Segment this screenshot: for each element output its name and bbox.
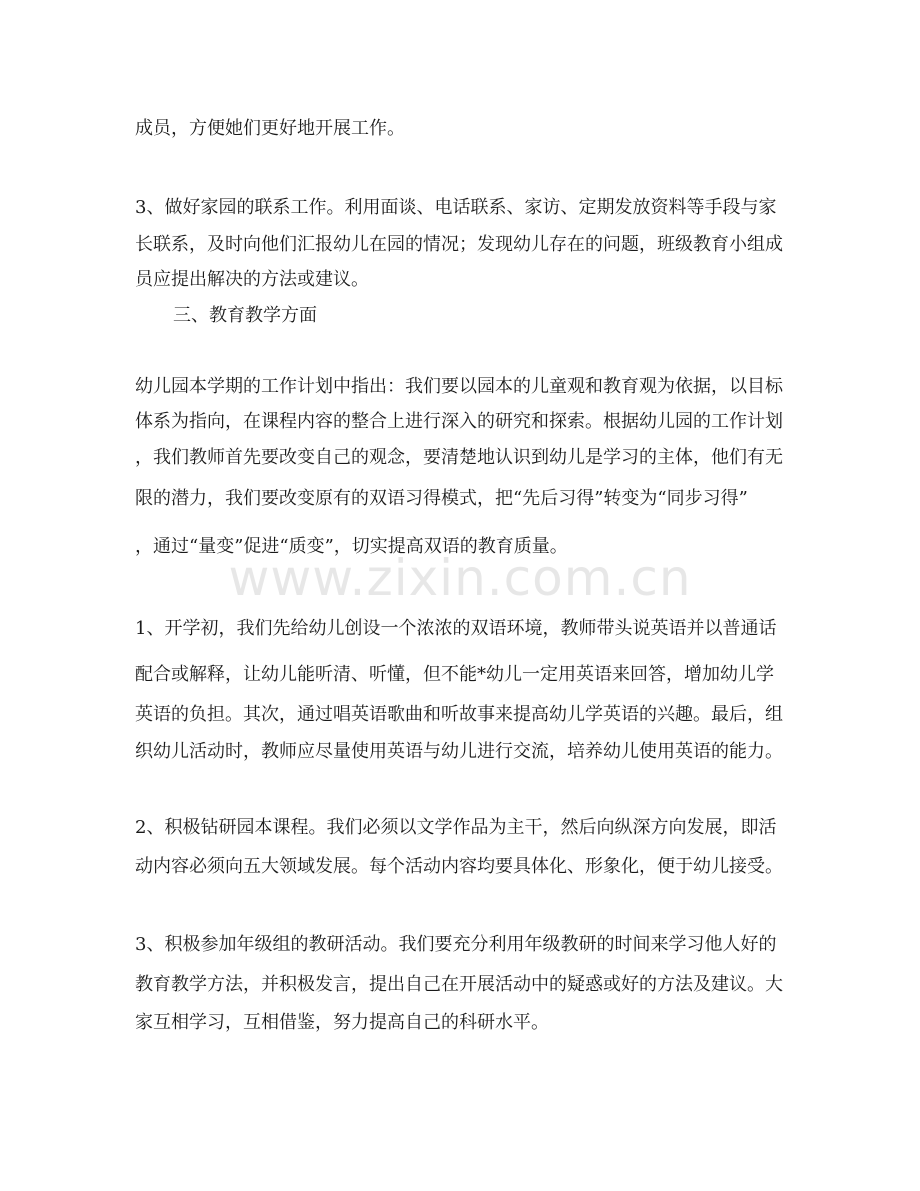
paragraph-line: 教育教学方法，并积极发言，提出自己在开展活动中的疑惑或好的方法及建议。大: [135, 974, 783, 995]
paragraph-line: 员应提出解决的方法或建议。: [135, 269, 369, 290]
paragraph-line: 动内容必须向五大领域发展。每个活动内容均要具体化、形象化，便于幼儿接受。: [135, 856, 783, 877]
paragraph-line: 配合或解释，让幼儿能听清、听懂，但不能*幼儿一定用英语来回答，增加幼儿学: [135, 664, 774, 685]
paragraph-line: ，我们教师首先要改变自己的观念，要清楚地认识到幼儿是学习的主体，他们有无: [135, 447, 783, 468]
paragraph-line: 幼儿园本学期的工作计划中指出：我们要以园本的儿童观和教育观为依据，以目标: [135, 376, 783, 397]
paragraph-line: 织幼儿活动时，教师应尽量使用英语与幼儿进行交流，培养幼儿使用英语的能力。: [135, 741, 783, 762]
paragraph-line: 成员，方便她们更好地开展工作。: [135, 118, 405, 139]
section-heading: 三、教育教学方面: [173, 305, 317, 326]
paragraph-line: ，通过“量变”促进“质变”，切实提高双语的教育质量。: [135, 536, 568, 557]
paragraph-line: 3、做好家园的联系工作。利用面谈、电话联系、家访、定期发放资料等手段与家: [135, 197, 777, 218]
paragraph-line: 限的潜力，我们要改变原有的双语习得模式，把“先后习得”转变为“同步习得”: [135, 488, 748, 509]
paragraph-line: 英语的负担。其次，通过唱英语歌曲和听故事来提高幼儿学英语的兴趣。最后，组: [135, 704, 783, 725]
watermark: www.zixin.com.cn: [228, 549, 692, 607]
paragraph-line: 3、积极参加年级组的教研活动。我们要充分利用年级教研的时间来学习他人好的: [135, 934, 777, 955]
paragraph-line: 体系为指向，在课程内容的整合上进行深入的研究和探索。根据幼儿园的工作计划: [135, 411, 783, 432]
paragraph-line: 长联系，及时向他们汇报幼儿在园的情况；发现幼儿存在的问题，班级教育小组成: [135, 234, 783, 255]
paragraph-line: 家互相学习，互相借鉴，努力提高自己的科研水平。: [135, 1012, 549, 1033]
paragraph-line: 1、开学初，我们先给幼儿创设一个浓浓的双语环境，教师带头说英语并以普通话: [135, 618, 777, 639]
paragraph-line: 2、积极钻研园本课程。我们必须以文学作品为主干，然后向纵深方向发展，即活: [135, 817, 777, 838]
